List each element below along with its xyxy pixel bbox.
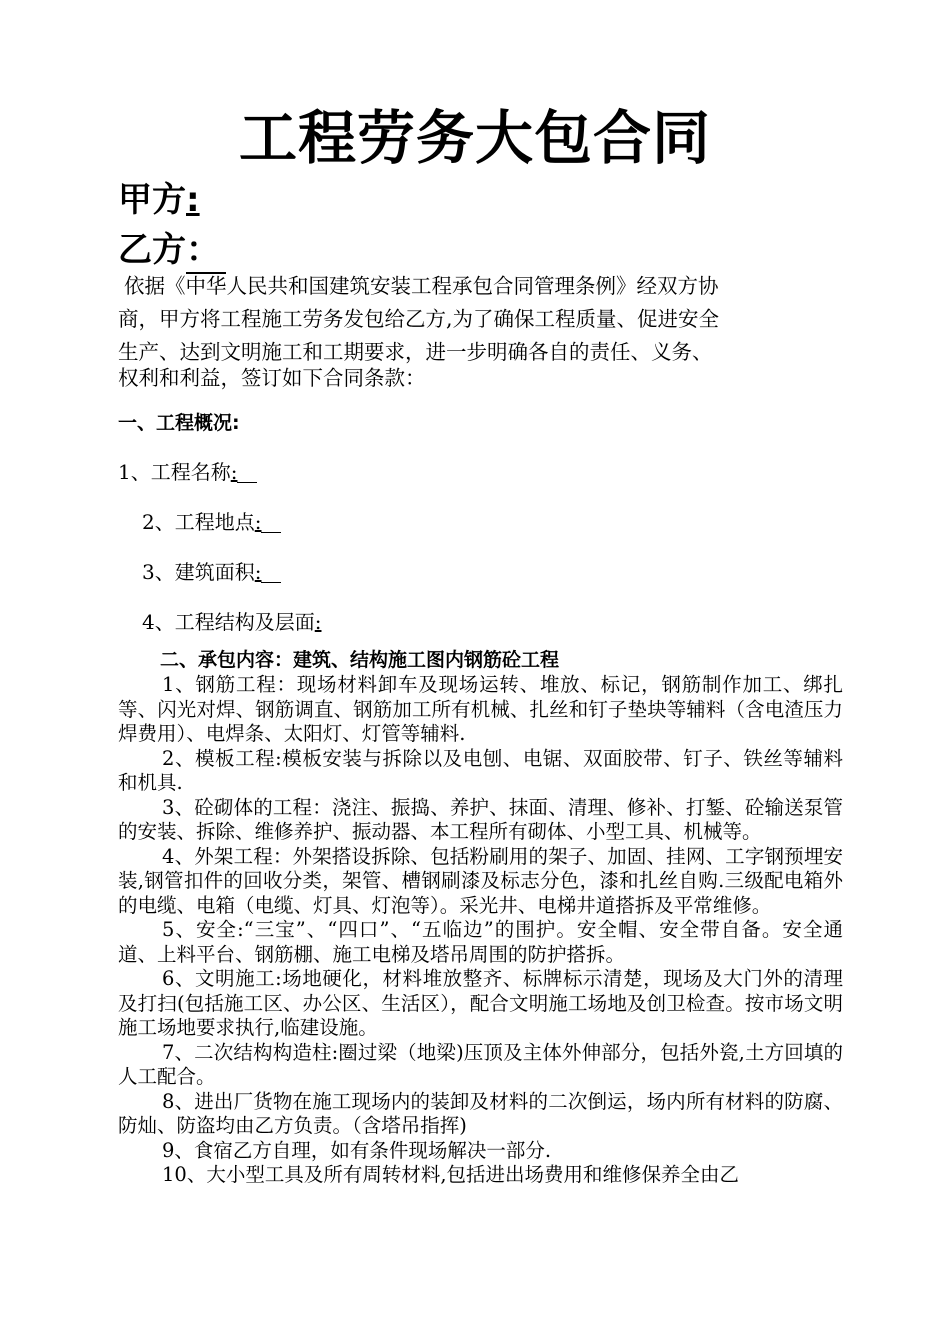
field-colon: : bbox=[314, 610, 322, 634]
party-a-line bbox=[118, 178, 200, 222]
intro-line: 商，甲方将工程施工劳务发包给乙方,为了确保工程质量、促进安全 bbox=[118, 307, 720, 331]
intro-paragraph bbox=[118, 270, 838, 391]
field-blank bbox=[261, 512, 281, 533]
clause-paragraph: 8、进出厂货物在施工现场内的装卸及材料的二次倒运，场内所有材料的防腐、防灿、防盗均由乙方负责。（含塔吊指挥) bbox=[118, 1089, 843, 1137]
intro-line: 权利和利益，签订如下合同条款： bbox=[118, 366, 426, 390]
project-name-field bbox=[118, 457, 257, 487]
field-label: 4、工程结构及层面 bbox=[142, 610, 315, 634]
clause-paragraph: 2、模板工程:模板安装与拆除以及电刨、电锯、双面胶带、钉子、铁丝等辅料和机具. bbox=[118, 746, 843, 794]
intro-line: 依据《中华人民共和国建筑安装工程承包合同管理条例》经双方协 bbox=[124, 274, 719, 298]
clause-paragraph: 7、二次结构构造柱:圈过梁（地梁)压顶及主体外伸部分，包括外瓷,土方回填的人工配合。 bbox=[118, 1040, 843, 1088]
clause-paragraph: 10、大小型工具及所有周转材料,包括进出场费用和维修保养全由乙 bbox=[162, 1163, 740, 1186]
clause-paragraph: 6、文明施工:场地硬化，材料堆放整齐、标牌标示清楚，现场及大门外的清理及打扫(包括施工区、办公区、生活区），配合文明施工场地及创卫检查。按市场文明施工场地要求执行,临建设施。 bbox=[118, 967, 843, 1039]
section-1-heading: 一、工程概况: bbox=[118, 412, 240, 434]
party-a-label: 甲方 bbox=[118, 180, 186, 220]
building-area-field bbox=[142, 557, 281, 587]
field-label: 1、工程名称 bbox=[118, 460, 231, 484]
clause-paragraph: 5、安全:“三宝”、“四口”、“五临边”的围护。安全帽、安全带自备。安全通道、上料平台、钢筋棚、施工电梯及塔吊周围的防护搭拆。 bbox=[118, 918, 843, 966]
section-2-body bbox=[118, 673, 843, 1188]
party-b-label: 乙方 bbox=[118, 230, 186, 270]
field-label: 2、工程地点 bbox=[142, 510, 255, 534]
party-a-blank: : bbox=[186, 180, 200, 220]
party-b-line bbox=[118, 228, 226, 274]
intro-line: 生产、达到文明施工和工期要求，进一步明确各自的责任、义务、 bbox=[118, 340, 713, 364]
clause-paragraph: 9、食宿乙方自理，如有条件现场解决一部分. bbox=[162, 1138, 552, 1162]
document-title: 工程劳务大包合同 bbox=[238, 104, 711, 172]
clause-paragraph: 3、砼砌体的工程：浇注、振捣、养护、抹面、清理、修补、打錾、砼输送泵管的安装、拆除、维修养护、振动器、本工程所有砌体、小型工具、机械等。 bbox=[118, 795, 843, 843]
field-blank bbox=[237, 462, 257, 483]
field-blank bbox=[261, 562, 281, 583]
clause-paragraph: 4、外架工程：外架搭设拆除、包括粉刷用的架子、加固、挂网、工字钢预埋安装,钢管扣件的回收分类，架管、槽钢刷漆及标志分色，漆和扎丝自购.三级配电箱外的电缆、电箱（电缆、灯具、灯泡等）。采光井、电梯井道搭拆及平常维修。 bbox=[118, 844, 843, 917]
clause-paragraph: 1、钢筋工程：现场材料卸车及现场运转、堆放、标记，钢筋制作加工、绑扎等、闪光对焊、钢筋调直、钢筋加工所有机械、扎丝和钉子垫块等辅料（含电渣压力焊费用）、电焊条、太阳灯、灯管等辅料. bbox=[118, 673, 843, 745]
field-colon: : bbox=[254, 560, 262, 584]
project-location-field bbox=[142, 507, 281, 537]
field-colon: : bbox=[230, 460, 238, 484]
section-2-heading: 二、承包内容：建筑、结构施工图内钢筋砼工程 bbox=[160, 649, 560, 671]
field-colon: : bbox=[254, 510, 262, 534]
field-label: 3、建筑面积 bbox=[142, 560, 255, 584]
structure-field bbox=[142, 607, 321, 637]
party-b-blank: ： bbox=[186, 228, 226, 274]
